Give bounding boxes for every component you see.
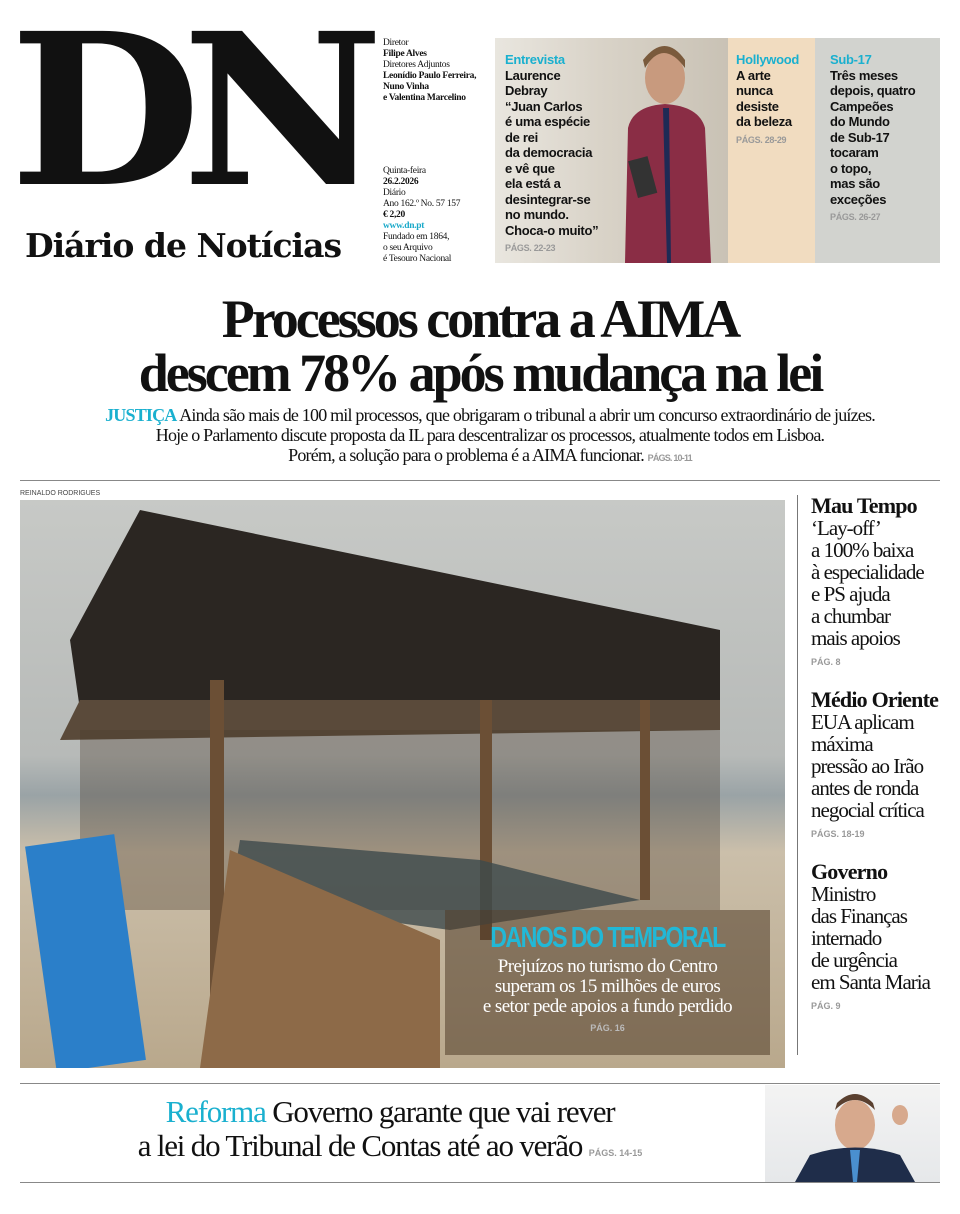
teaser-line: Campeões: [830, 98, 894, 114]
weekday: Quinta-feira: [383, 166, 426, 176]
bottom-headline: a lei do Tribunal de Contas até ao verão: [137, 1128, 583, 1163]
caption-pages: PÁG. 16: [590, 1023, 625, 1033]
sidebar-line: de urgência: [811, 948, 897, 972]
founded: é Tesouro Nacional: [383, 254, 452, 264]
founded: o seu Arquivo: [383, 243, 433, 253]
sidebar-story[interactable]: [811, 495, 947, 667]
teaser-line: Choca-o muito”: [505, 222, 599, 238]
interviewee-photo: [613, 38, 718, 263]
date: 26.2.2026: [383, 177, 419, 187]
sidebar-line: negocial crítica: [811, 798, 924, 822]
teaser-line: desiste: [736, 98, 779, 114]
issue-number: Ano 162.º No. 57 157: [383, 199, 461, 209]
teaser-line: depois, quatro: [830, 83, 916, 98]
teaser-line: Três meses: [830, 67, 898, 83]
subhead-line: Ainda são mais de 100 mil processos, que obrigaram o tribunal a abrir um concurso extraordinário de juízes.: [179, 405, 875, 425]
teaser-pages: PÁGS. 28-29: [736, 134, 787, 145]
teaser-line: e vê que: [505, 160, 555, 176]
teaser-line: exceções: [830, 191, 887, 207]
masthead-info: [383, 38, 493, 265]
teaser-kicker: Sub-17: [830, 52, 872, 67]
sidebar: [797, 495, 947, 1055]
website-link[interactable]: www.dn.pt: [383, 221, 425, 231]
sidebar-line: em Santa Maria: [811, 970, 930, 994]
sidebar-line: e PS ajuda: [811, 582, 890, 606]
teaser-line: de rei: [505, 129, 538, 145]
teaser-sub17[interactable]: [815, 38, 940, 263]
teaser-line: Debray: [505, 83, 548, 98]
sidebar-line: ‘Lay-off’: [811, 516, 881, 540]
founded: Fundado em 1864,: [383, 232, 450, 242]
bottom-story[interactable]: [20, 1095, 760, 1170]
sidebar-pages: PÁG. 9: [811, 1001, 841, 1011]
deputy-names: Leonídio Paulo Ferreira,: [383, 71, 477, 81]
sidebar-line: a 100% baixa: [811, 538, 914, 562]
section-kicker: JUSTIÇA: [105, 405, 177, 425]
teaser-line: no mundo.: [505, 207, 569, 222]
sidebar-line: antes de ronda: [811, 776, 919, 800]
page-ref: PÁGS. 10-11: [647, 453, 692, 463]
sidebar-line: à especialidade: [811, 560, 924, 584]
sidebar-pages: PÁG. 8: [811, 657, 841, 667]
page-ref: PÁGS. 14-15: [588, 1148, 643, 1158]
bottom-headline: Governo garante que vai rever: [272, 1094, 615, 1129]
sidebar-line: mais apoios: [811, 626, 900, 650]
teaser-hollywood[interactable]: [728, 38, 815, 263]
minister-photo: [765, 1085, 940, 1182]
caption-line: superam os 15 milhões de euros: [494, 976, 721, 997]
caption-line: Prejuízos no turismo do Centro: [497, 956, 718, 977]
deputies-label: Diretores Adjuntos: [383, 60, 450, 70]
director-label: Diretor: [383, 38, 409, 48]
main-headline[interactable]: [0, 289, 960, 403]
teaser-line: da beleza: [736, 114, 792, 129]
sidebar-line: internado: [811, 926, 882, 950]
teaser-text: [505, 52, 625, 257]
sidebar-story[interactable]: [811, 689, 947, 839]
subhead-line: Hoje o Parlamento discute proposta da IL para descentralizar os processos, atualmente todos em Lisboa.: [155, 425, 825, 445]
teaser-line: de Sub-17: [830, 129, 890, 145]
teaser-line: Laurence: [505, 67, 561, 83]
headline-line: descem 78% após mudança na lei: [138, 343, 822, 403]
teaser-line: da democracia: [505, 145, 593, 160]
sidebar-line: das Finanças: [811, 904, 907, 928]
teaser-line: “Juan Carlos: [505, 98, 583, 114]
masthead-logo: [9, 0, 365, 274]
sidebar-line: Ministro: [811, 882, 876, 906]
sidebar-line: pressão ao Irão: [811, 754, 924, 778]
headline-line: Processos contra a AIMA: [221, 289, 739, 349]
photo-credit: REINALDO RODRIGUES: [20, 490, 101, 497]
subhead-line: Porém, a solução para o problema é a AIMA funcionar.: [288, 445, 644, 465]
sidebar-heading: Médio Oriente: [811, 687, 939, 712]
logo-letters: DN: [9, 0, 365, 234]
teaser-line: é uma espécie: [505, 114, 590, 129]
photo-caption-box[interactable]: [445, 910, 770, 1055]
director-name: Filipe Alves: [383, 49, 427, 59]
teaser-line: o topo,: [830, 160, 872, 176]
sidebar-line: máxima: [811, 732, 873, 756]
teaser-strip: [495, 38, 940, 263]
teaser-pages: PÁGS. 22-23: [505, 243, 556, 253]
price: € 2,20: [383, 210, 405, 220]
divider: [20, 480, 940, 481]
sidebar-heading: Mau Tempo: [811, 493, 917, 518]
teaser-pages: PÁGS. 26-27: [830, 212, 881, 222]
caption-kicker: DANOS DO TEMPORAL: [490, 922, 725, 954]
teaser-line: do Mundo: [830, 114, 890, 129]
caption-line: e setor pede apoios a fundo perdido: [482, 996, 733, 1017]
frequency: Diário: [383, 188, 406, 198]
sidebar-heading: Governo: [811, 859, 888, 884]
sidebar-story[interactable]: [811, 861, 947, 1011]
deputy-names: e Valentina Marcelino: [383, 93, 466, 103]
teaser-line: A arte: [736, 67, 771, 83]
teaser-kicker: Entrevista: [505, 52, 565, 67]
teaser-line: desintegrar-se: [505, 191, 591, 207]
teaser-line: nunca: [736, 83, 773, 98]
newspaper-name: Diário de Notícias: [24, 226, 342, 265]
teaser-line: tocaram: [830, 145, 879, 160]
bottom-kicker: Reforma: [165, 1094, 266, 1129]
teaser-line: mas são: [830, 176, 880, 191]
teaser-interview[interactable]: [495, 38, 728, 263]
sidebar-line: a chumbar: [811, 604, 891, 628]
deputy-names: Nuno Vinha: [383, 82, 429, 92]
main-photo[interactable]: [20, 500, 785, 1068]
sidebar-pages: PÁGS. 18-19: [811, 829, 865, 839]
sidebar-line: EUA aplicam: [811, 710, 914, 734]
teaser-line: ela está a: [505, 176, 561, 191]
teaser-kicker: Hollywood: [736, 52, 800, 67]
main-subhead: [20, 405, 960, 468]
divider: [20, 1182, 940, 1183]
divider: [20, 1083, 940, 1084]
